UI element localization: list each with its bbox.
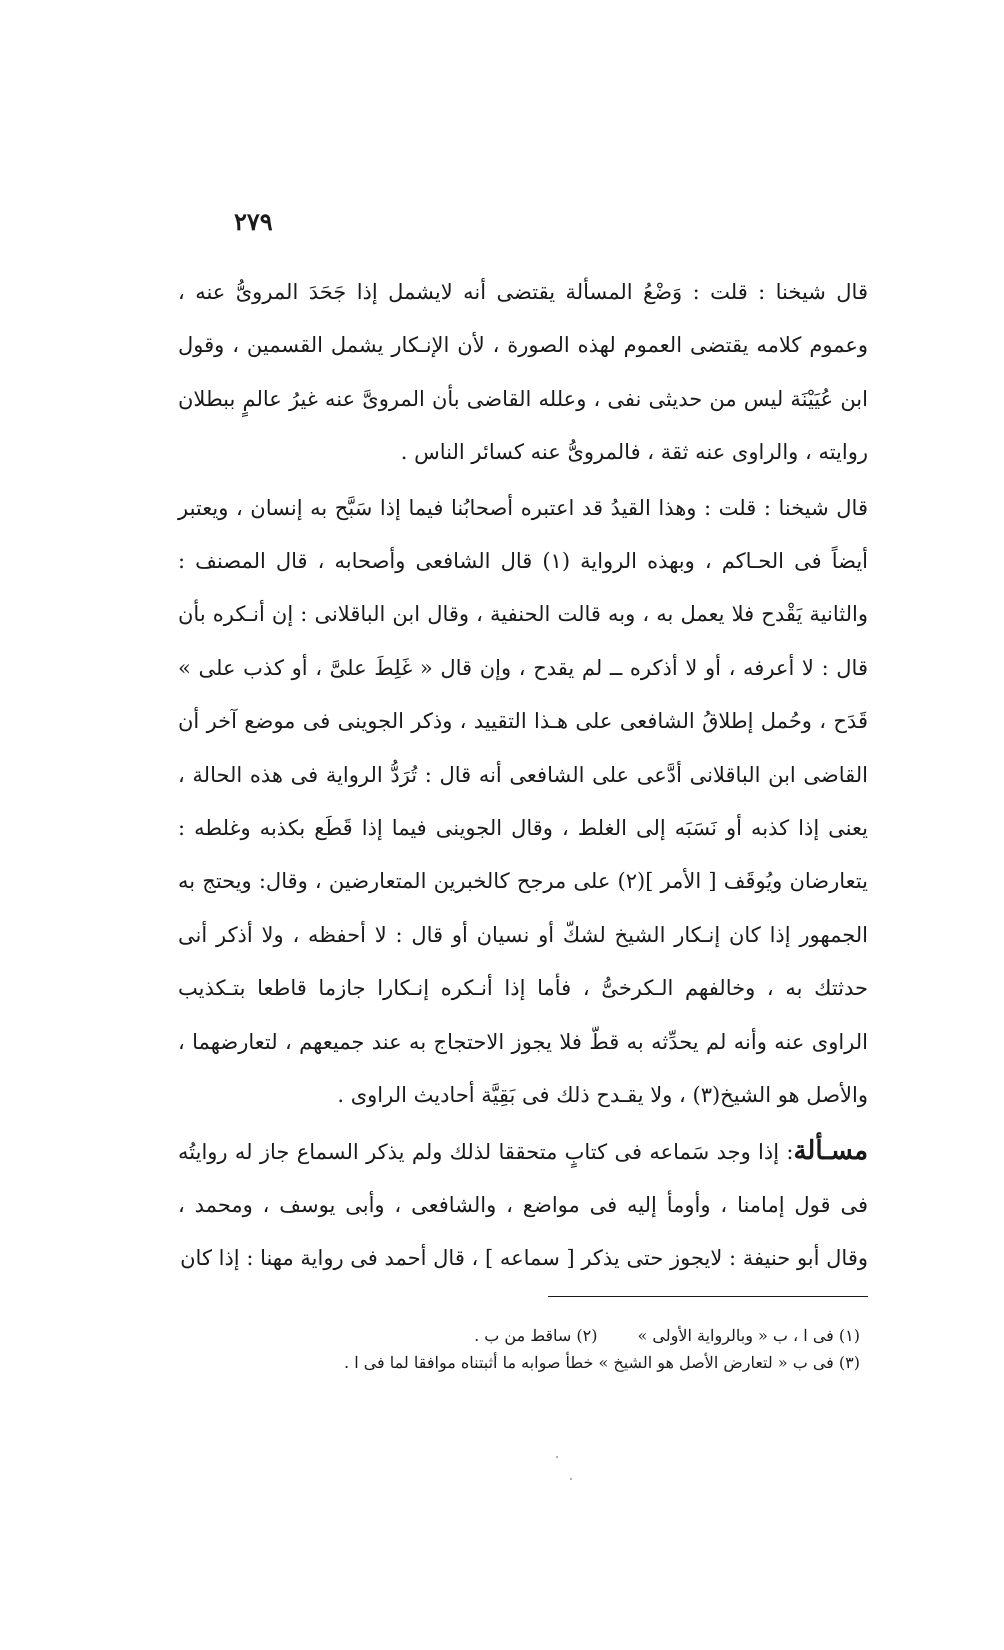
paper-speck: [570, 1478, 572, 1480]
footnote-1: (١) فى ا ، ب « وبالرواية الأولى »: [637, 1326, 860, 1345]
footnotes: [230, 1322, 860, 1376]
paragraph-1: قال شيخنا : قلت : وَضْعُ المسألة يقتضى أنه لايشمل إذا جَحَدَ المروىُّ عنه ، وعموم كلامه يقتضى العموم لهذه الصورة ، لأن الإنـكار يشمل القسمين ، وقول ابن عُيَيْنَة ليس من حديثى نفى ، وعلله القاضى بأن المروىَّ عنه غيرُ عالمٍ ببطلان روايته ، والراوى عنه ثقة ، فالمروىُّ عنه كسائر الناس .: [178, 280, 868, 465]
paragraph-2: قال شيخنا : قلت : وهذا القيدُ قد اعتبره أصحابُنا فيما إذا سَبَّح به إنسان ، ويعتبر أيضاً فى الحـاكم ، وبهذه الرواية (١) قال الشافعى وأصحابه ، قال المصنف : والثانية يَقْدح فلا يعمل به ، وبه قالت الحنفية ، وقال ابن الباقلانى : إن أنـكره بأن قال : لا أعرفه ، أو لا أذكره ــ لم يقدح ، وإن قال « غَلِطَ علىَّ ، أو كذب على » قَدَح ، وحُمل إطلاقُ الشافعى على هـذا التقييد ، وذكر الجوينى فى موضع آخر أن القاضى ابن الباقلانى أدَّعى على الشافعى أنه قال : تُرَدُّ الرواية فى هذه الحالة ، يعنى إذا كذبه أو نَسَبَه إلى الغلط ، وقال الجوينى فيما إذا قَطَع بكذبه وغلطه : يتعارضان ويُوقَف [ الأمر ](٢) على مرجح كالخبرين المتعارضين ، وقال: ويحتج به الجمهور إذا كان إنـكار الشيخ لشكّ أو نسيان أو قال : لا أحفظه ، ولا أذكر أنى حدثتك به ، وخالفهم الـكرخىُّ ، فأما إذا أنـكره إنـكارا جازما قاطعا بتـكذيب الراوى عنه وأنه لم يحدِّثه به قطّ فلا يجوز الاحتجاج به عند جميعهم ، لتعارضهما ، والأصل هو الشيخ(٣) ، ولا يقـدح ذلك فى بَقِيَّة أحاديث الراوى .: [178, 495, 868, 1108]
footnote-line-1: [230, 1322, 860, 1349]
footnote-line-2: [230, 1349, 860, 1376]
paragraph-masala: [178, 1125, 868, 1286]
masala-heading: مسـألة: [793, 1135, 869, 1166]
paper-speck: [556, 1456, 558, 1458]
footnote-2: (٢) ساقط من ب .: [474, 1326, 598, 1345]
footnote-divider: [548, 1296, 868, 1297]
page-number: ٢٧٩: [234, 207, 273, 236]
footnote-3: (٣) فى ب « لتعارض الأصل هو الشيخ » خطأ صوابه ما أثبتناه موافقا لما فى ا .: [344, 1353, 860, 1372]
masala-text: : إذا وجد سَماعه فى كتابٍ متحققا لذلك ولم يذكر السماع جاز له روايتُه فى قول إمامنا ، وأومأ إليه فى مواضع ، والشافعى ، وأبى يوسف ، ومحمد ، وقال أبو حنيفة : لايجوز حتى يذكر [ سماعه ] ، قال أحمد فى رواية مهنا : إذا كان: [178, 1139, 868, 1271]
body-text: [178, 266, 868, 1286]
